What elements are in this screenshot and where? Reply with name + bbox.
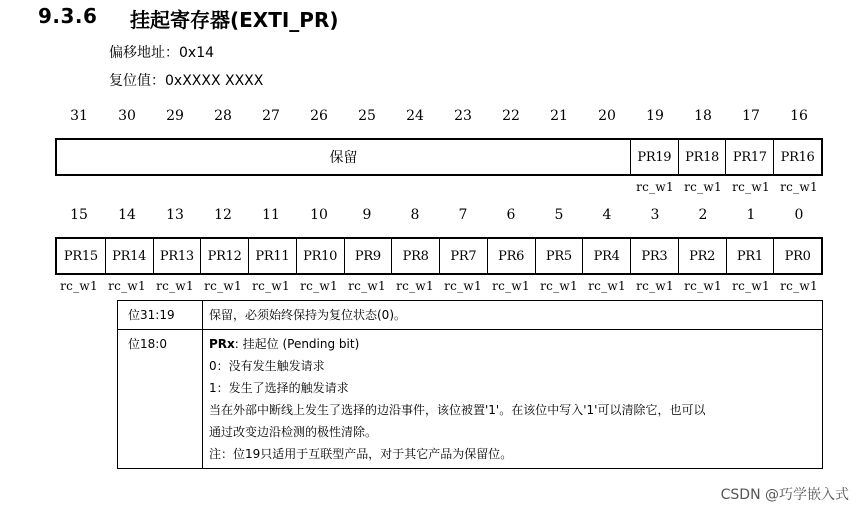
bit-number: 17 xyxy=(742,108,760,124)
bit-number: 6 xyxy=(506,207,516,223)
bit-number: 13 xyxy=(166,207,184,223)
access-type: rc_w1 xyxy=(636,279,674,293)
access-type: rc_w1 xyxy=(60,279,98,293)
field-pr3: PR3 xyxy=(630,239,678,273)
bit-number: 19 xyxy=(646,108,664,124)
bit-number: 26 xyxy=(310,108,328,124)
note-line: 当在外部中断线上发生了选择的边沿事件，该位被置'1'。在该位中写入'1'可以清除它，也可以 xyxy=(209,403,706,417)
access-type: rc_w1 xyxy=(684,279,722,293)
bit-number: 23 xyxy=(454,108,472,124)
field-pr8: PR8 xyxy=(391,239,439,273)
bit-number: 18 xyxy=(694,108,712,124)
watermark: CSDN @巧学嵌入式 xyxy=(720,487,849,503)
access-low xyxy=(55,279,823,297)
bit-number: 29 xyxy=(166,108,184,124)
access-type: rc_w1 xyxy=(396,279,434,293)
access-type: rc_w1 xyxy=(588,279,626,293)
field-pr13: PR13 xyxy=(153,239,201,273)
bit-number: 21 xyxy=(550,108,568,124)
section-title: 挂起寄存器(EXTI_PR) xyxy=(130,8,339,32)
access-high xyxy=(55,180,823,198)
access-type: rc_w1 xyxy=(540,279,578,293)
bit-number: 5 xyxy=(554,207,564,223)
access-type: rc_w1 xyxy=(300,279,338,293)
bit-number: 9 xyxy=(362,207,372,223)
field-pr6: PR6 xyxy=(487,239,535,273)
access-type: rc_w1 xyxy=(108,279,146,293)
field-pr14: PR14 xyxy=(105,239,153,273)
field-pr19: PR19 xyxy=(630,140,678,174)
field-pr7: PR7 xyxy=(439,239,487,273)
bit-numbers-low xyxy=(55,207,823,227)
bit-number: 10 xyxy=(310,207,328,223)
field-pr17: PR17 xyxy=(725,140,773,174)
field-pr2: PR2 xyxy=(678,239,726,273)
field-pr4: PR4 xyxy=(582,239,630,273)
bit-number: 4 xyxy=(602,207,612,223)
bit-number: 12 xyxy=(214,207,232,223)
table-row xyxy=(118,301,823,330)
bit-number: 3 xyxy=(650,207,660,223)
bits-range: 位31:19 xyxy=(118,301,203,330)
bit-number: 20 xyxy=(598,108,616,124)
register-high xyxy=(55,138,823,176)
bit-numbers-high xyxy=(55,108,823,128)
note-footnote: 注：位19只适用于互联型产品，对于其它产品为保留位。 xyxy=(209,447,513,461)
value-0-desc: 0：没有发生触发请求 xyxy=(209,359,325,373)
bits-description xyxy=(203,330,823,469)
access-type: rc_w1 xyxy=(444,279,482,293)
bit-number: 25 xyxy=(358,108,376,124)
access-type: rc_w1 xyxy=(684,180,722,194)
bit-number: 15 xyxy=(70,207,88,223)
value-1-desc: 1：发生了选择的触发请求 xyxy=(209,381,349,395)
field-pr11: PR11 xyxy=(248,239,296,273)
access-type: rc_w1 xyxy=(732,180,770,194)
field-pr5: PR5 xyxy=(535,239,583,273)
access-type: rc_w1 xyxy=(732,279,770,293)
note-line: 通过改变边沿检测的极性清除。 xyxy=(209,425,378,439)
field-pr1: PR1 xyxy=(726,239,774,273)
reset-value: 复位值：0xXXXX XXXX xyxy=(109,73,264,89)
bit-number: 24 xyxy=(406,108,424,124)
access-type: rc_w1 xyxy=(780,279,818,293)
bit-number: 2 xyxy=(698,207,708,223)
reserved-field: 保留 xyxy=(329,150,358,166)
access-type: rc_w1 xyxy=(492,279,530,293)
field-name: PRx xyxy=(209,337,235,351)
field-pr10: PR10 xyxy=(296,239,344,273)
bit-number: 11 xyxy=(262,207,280,223)
field-pr0: PR0 xyxy=(773,239,821,273)
field-pr9: PR9 xyxy=(344,239,392,273)
bit-number: 31 xyxy=(70,108,88,124)
access-type: rc_w1 xyxy=(156,279,194,293)
bit-number: 0 xyxy=(794,207,804,223)
access-type: rc_w1 xyxy=(204,279,242,293)
access-type: rc_w1 xyxy=(636,180,674,194)
bit-number: 27 xyxy=(262,108,280,124)
bit-number: 1 xyxy=(746,207,756,223)
bit-number: 22 xyxy=(502,108,520,124)
offset-address: 偏移地址：0x14 xyxy=(109,45,215,61)
access-type: rc_w1 xyxy=(780,180,818,194)
bit-number: 14 xyxy=(118,207,136,223)
field-pr16: PR16 xyxy=(773,140,821,174)
table-row xyxy=(118,330,823,469)
field-title: : 挂起位 (Pending bit) xyxy=(234,337,360,351)
bit-number: 30 xyxy=(118,108,136,124)
bit-number: 7 xyxy=(458,207,468,223)
bit-number: 16 xyxy=(790,108,808,124)
bits-range: 位18:0 xyxy=(118,330,203,469)
field-pr12: PR12 xyxy=(200,239,248,273)
access-type: rc_w1 xyxy=(252,279,290,293)
field-pr15: PR15 xyxy=(63,248,98,264)
bit-description-table xyxy=(117,300,823,469)
bits-description: 保留，必须始终保持为复位状态(0)。 xyxy=(203,301,823,330)
access-type: rc_w1 xyxy=(348,279,386,293)
section-number: 9.3.6 xyxy=(38,4,98,28)
bit-number: 8 xyxy=(410,207,420,223)
field-pr18: PR18 xyxy=(678,140,726,174)
register-low xyxy=(55,237,823,275)
bit-number: 28 xyxy=(214,108,232,124)
field-heading xyxy=(209,333,816,355)
